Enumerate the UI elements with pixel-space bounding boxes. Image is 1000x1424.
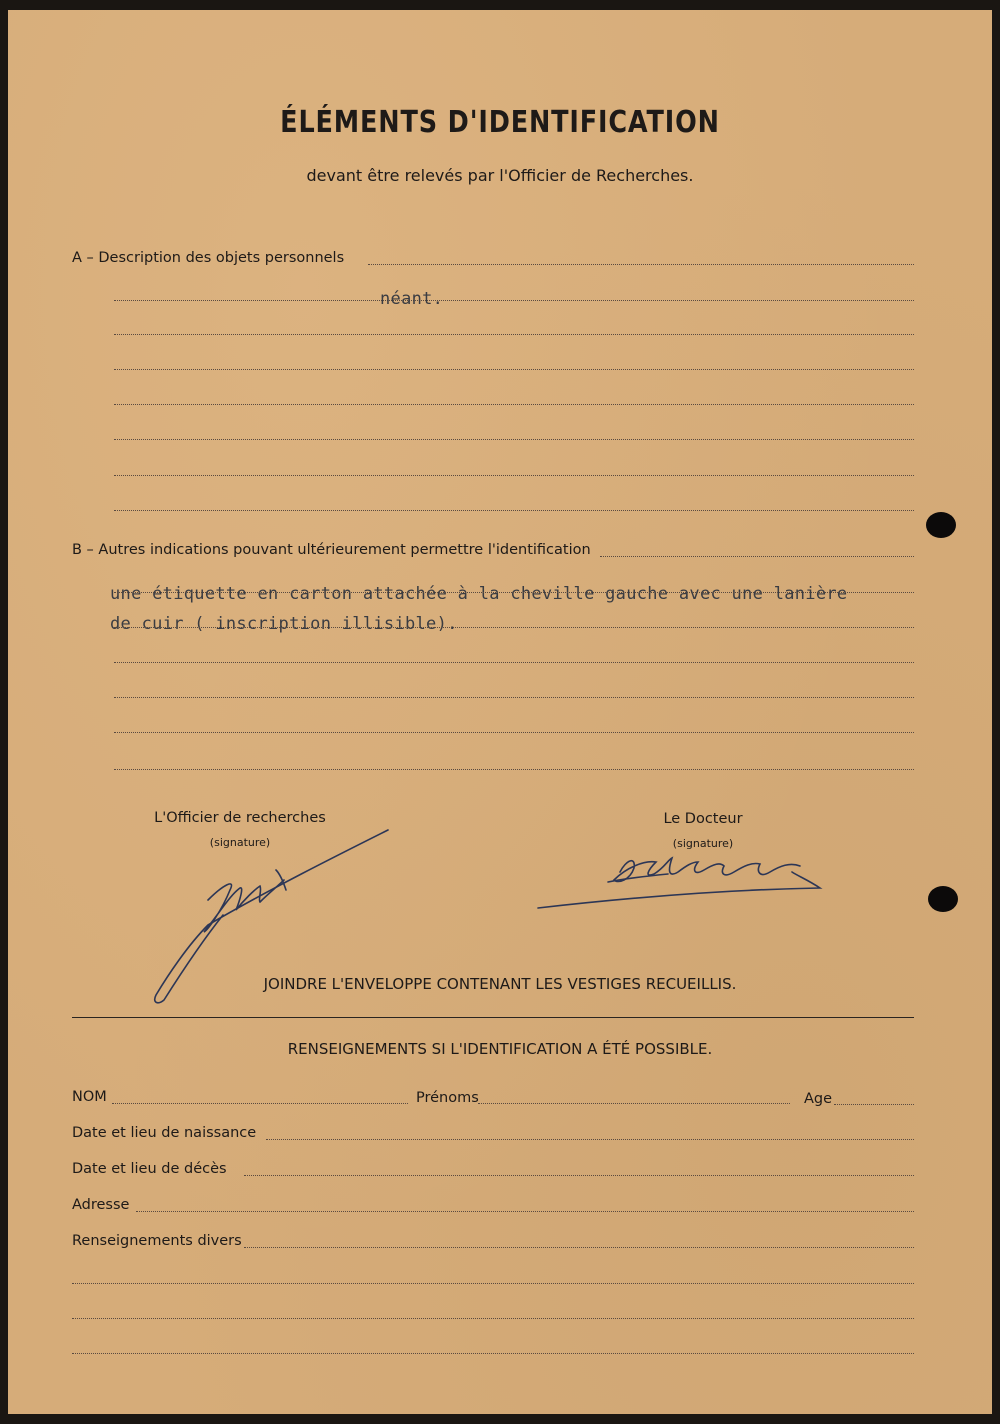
age-label: Age <box>804 1091 833 1107</box>
section-b-typed-line-2: de cuir ( inscription illisible). <box>110 614 458 634</box>
age-field <box>834 1104 914 1105</box>
section-a-typed-value: néant. <box>380 289 444 309</box>
section-b-typed-line-1: une étiquette en carton attachée à la cheville gauche avec une lanière <box>110 584 848 604</box>
instruction-text: JOINDRE L'ENVELOPPE CONTENANT LES VESTIGES RECUEILLIS. <box>263 975 737 993</box>
form-page <box>8 10 992 1414</box>
deces-field <box>244 1175 914 1176</box>
naissance-field <box>266 1139 914 1140</box>
section-a-label: A – Description des objets personnels <box>72 250 345 266</box>
divers-field-line-3 <box>72 1318 914 1319</box>
adresse-field <box>136 1211 914 1212</box>
divers-label: Renseignements divers <box>72 1233 242 1249</box>
page-title: ÉLÉMENTS D'IDENTIFICATION <box>280 105 720 140</box>
handwritten-signatures <box>8 10 992 1414</box>
identification-heading: RENSEIGNEMENTS SI L'IDENTIFICATION A ÉTÉ POSSIBLE. <box>287 1040 713 1058</box>
divers-field-line-1 <box>244 1247 914 1248</box>
deces-label: Date et lieu de décès <box>72 1161 227 1177</box>
officer-signature-label: L'Officier de recherches <box>154 810 326 826</box>
punch-hole-top <box>926 512 956 538</box>
nom-label: NOM <box>72 1089 107 1105</box>
naissance-label: Date et lieu de naissance <box>72 1125 257 1141</box>
adresse-label: Adresse <box>72 1197 130 1213</box>
section-b-label: B – Autres indications pouvant ultérieurement permettre l'identification <box>72 542 591 558</box>
officer-signature-sublabel: (signature) <box>209 836 271 849</box>
doctor-signature-label: Le Docteur <box>663 811 743 827</box>
section-divider <box>72 1017 914 1018</box>
doctor-signature <box>538 858 820 908</box>
prenoms-label: Prénoms <box>416 1090 479 1106</box>
punch-hole-bottom <box>928 886 958 912</box>
doctor-signature-sublabel: (signature) <box>672 837 734 850</box>
divers-field-line-4 <box>72 1353 914 1354</box>
prenoms-field <box>478 1103 790 1104</box>
page-subtitle: devant être relevés par l'Officier de Recherches. <box>306 166 694 185</box>
divers-field-line-2 <box>72 1283 914 1284</box>
nom-field <box>112 1103 408 1104</box>
